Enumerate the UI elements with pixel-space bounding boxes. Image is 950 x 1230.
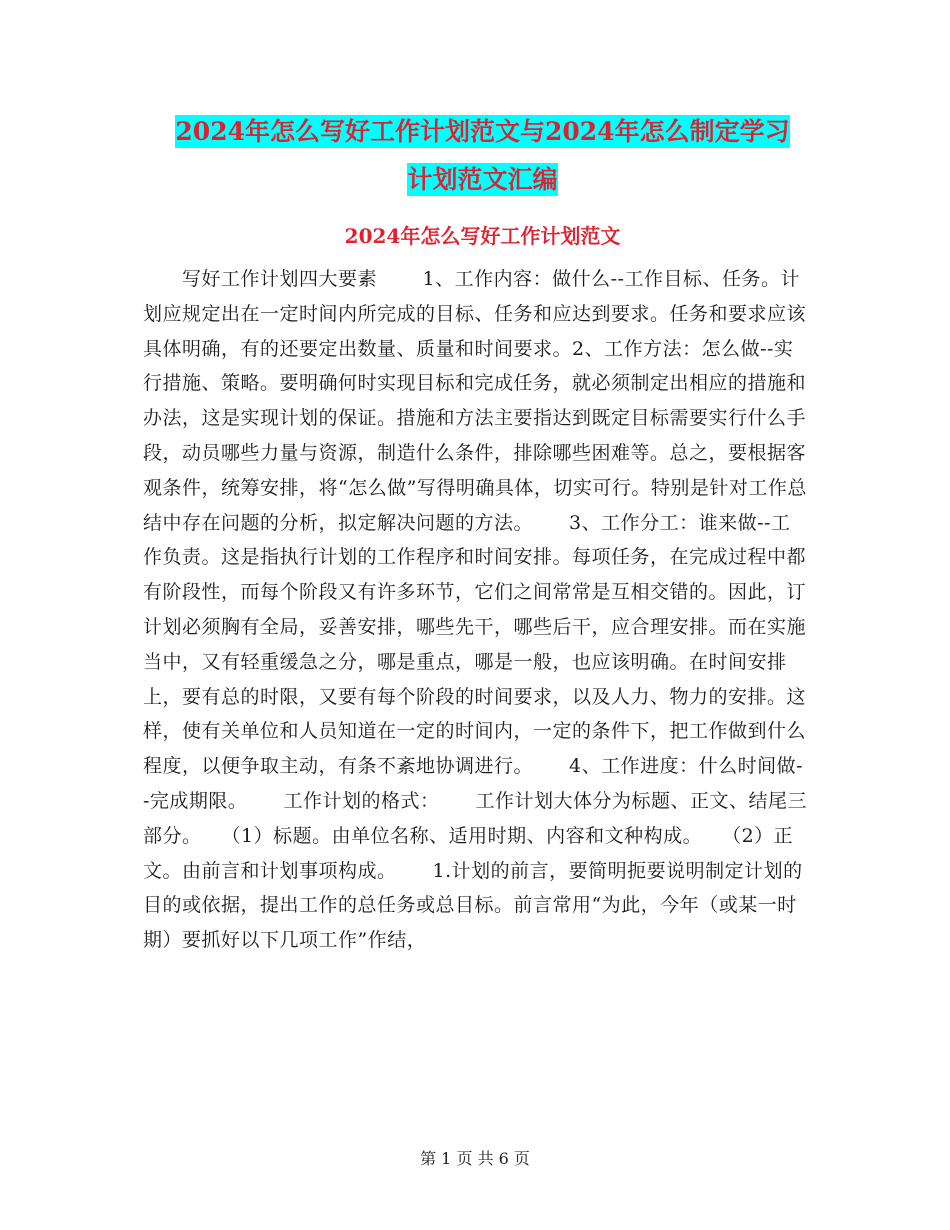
document-title [140, 108, 825, 204]
section-title: 2024年怎么写好工作计划范文 [344, 224, 621, 248]
document-title-line-2: 计划范文汇编 [407, 165, 558, 194]
page-number: 第 1 页 共 6 页 [420, 1149, 530, 1168]
document-title-line-1: 2024年怎么写好工作计划范文与2024年怎么制定学习 [175, 117, 790, 146]
body-paragraph: 写好工作计划四大要素 1、工作内容：做什么--工作目标、任务。计划应规定出在一定时间内所完成的目标、任务和应达到要求。任务和要求应该具体明确，有的还要定出数量、质量和时间要求。2、工作方法：怎么做--实行措施、策略。要明确何时实现目标和完成任务，就必须制定出相应的措施和办法，这是实现计划的保证。措施和方法主要指达到既定目标需要实行什么手段，动员哪些力量与资源，制造什么条件，排除哪些困难等。总之，要根据客观条件，统筹安排，将“怎么做”写得明确具体，切实可行。特别是针对工作总结中存在问题的分析，拟定解决问题的方法。 3、工作分工：谁来做--工作负责。这是指执行计划的工作程序和时间安排。每项任务，在完成过程中都有阶段性，而每个阶段又有许多环节，它们之间常常是互相交错的。因此，订计划必须胸有全局，妥善安排，哪些先干，哪些后干，应合理安排。而在实施当中，又有轻重缓急之分，哪是重点，哪是一般，也应该明确。在时间安排上，要有总的时限，又要有每个阶段的时间要求，以及人力、物力的安排。这样，使有关单位和人员知道在一定的时间内，一定的条件下，把工作做到什么程度，以便争取主动，有条不紊地协调进行。 4、工作进度：什么时间做--完成期限。 工作计划的格式： 工作计划大体分为标题、正文、结尾三部分。 （1）标题。由单位名称、适用时期、内容和文种构成。 （2）正文。由前言和计划事项构成。 1.计划的前言，要简明扼要说明制定计划的目的或依据，提出工作的总任务或总目标。前言常用“为此，今年（或某一时期）要抓好以下几项工作”作结， [143, 268, 808, 952]
